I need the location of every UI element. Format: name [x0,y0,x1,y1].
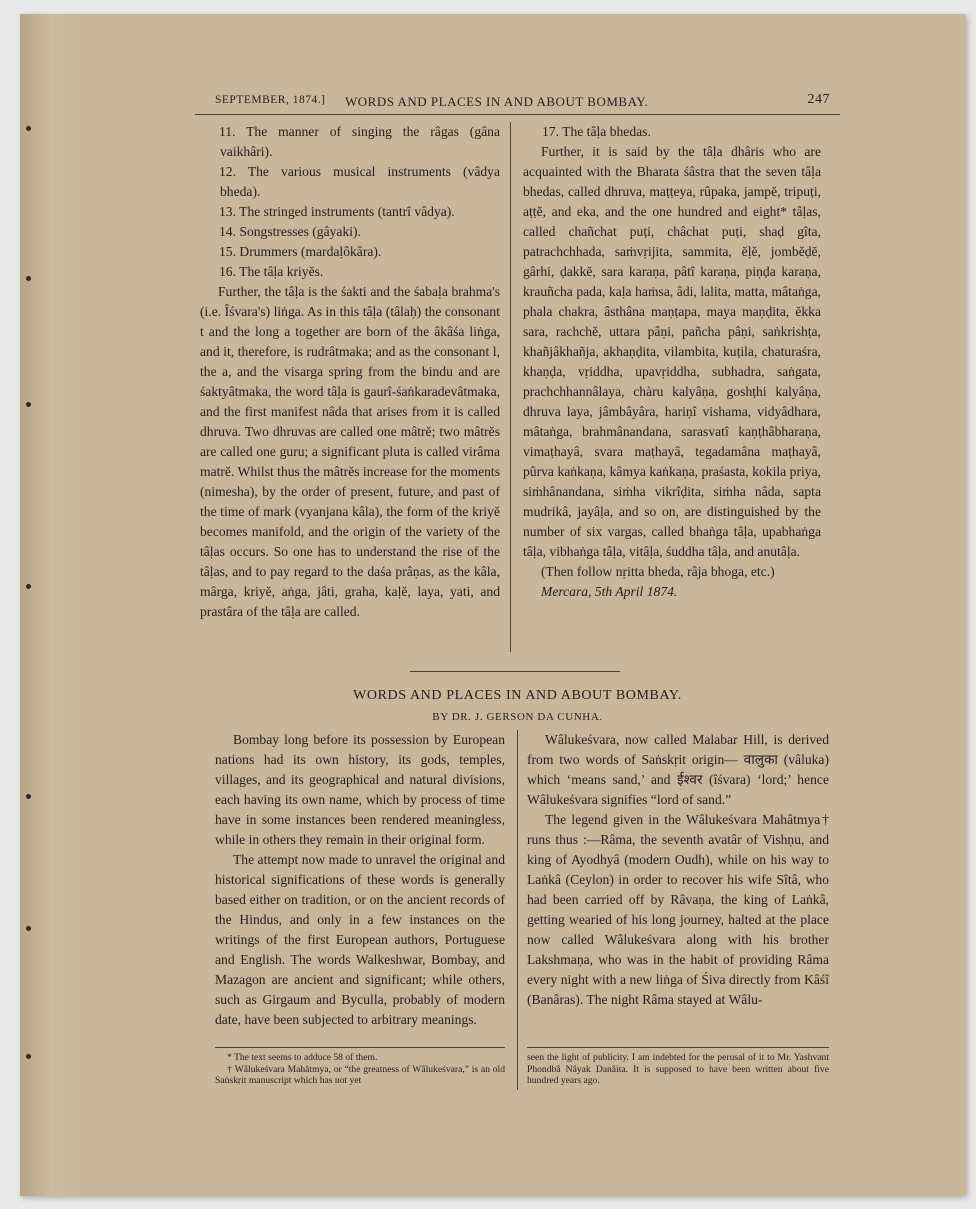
list-item: 17. The tâḷa bhedas. [542,124,651,139]
book-page [20,14,966,1196]
paragraph: Further, the tâḷa is the śakti and the śabaḷa brahma's (i.e. Îśvara's) liṅga. As in this tâḷa (tâlaḥ) the consonant t and the long a together are born of the âkâśa liṅga, and it, therefore, is rudrâtmaka; and as the consonant l, the a, and the visarga spring from the bindu and are śaktyâtmaka, the word tâḷa is gaurî-śaṅkaradevâtmaka, and the first manifest nâda that arises from it is called dhruva. Two dhruvas are called one mâtrĕ; two mâtrĕs are called one guru; a significant pluta is called virâma matrĕ. Whilst thus the mâtrĕs increase for the moments (nimesha), by the order of present, future, and past of the time of mark (vyanjana kâla), the form of the kriyĕ becomes manifold, and the origin of the variety of the tâḷas occurs. So one has to understand the rise of the tâḷas, and to pay regard to the daśa prâṇas, as the kâla, mârga, kriyĕ, aṅga, jâti, graha, kaḷĕ, laya, yati, and prastâra of the tâḷa are called. [200,284,500,619]
footnotes-right [527,1052,829,1087]
running-head [195,92,840,115]
bottom-columns [195,730,840,1042]
footnote: † Wâlukeśvara Mahâtmya, or “the greatness of Wâlukeśvara,” is an old Saṅskṛit manuscript which has not yet [215,1063,505,1086]
binding-hole [26,402,31,407]
list-item: 15. Drummers (mardaḷôkâra). [219,244,382,259]
footnotes-left [215,1052,505,1087]
top-right-column [523,122,821,602]
footnote-rule [527,1047,829,1048]
bottom-right-column [527,730,829,1010]
binding-hole [26,1054,31,1059]
list-item: 12. The various musical instruments (vâdya bheda). [219,164,500,199]
column-rule [510,122,511,652]
binding-hole [26,584,31,589]
footnote: seen the light of publicity. I am indebted for the perusal of it to Mr. Yashvant Phondbâ Nâyak Danâita. It is supposed to have been written about five hundred years ago. [527,1052,829,1086]
running-head-date: SEPTEMBER, 1874.] [215,94,326,106]
footnote: * The text seems to adduce 58 of them. [227,1052,378,1063]
list-item: 13. The stringed instruments (tantrî vâdya). [219,204,455,219]
list-item: 11. The manner of singing the râgas (gâna vaikhâri). [219,124,500,159]
binding-hole [26,794,31,799]
binding-hole [26,276,31,281]
footnote-rule [215,1047,505,1048]
article-title: WORDS AND PLACES IN AND ABOUT BOMBAY. [353,688,682,703]
paragraph: Further, it is said by the tâḷa dhâris who are acquainted with the Bharata śâstra that the seven tâḷa bhedas, called dhruva, maṭṭeya, rûpaka, jampĕ, tripuṭi, aṭṭĕ, and eka, and the one hundred and eight* tâḷas, called chañchat puṭi, châchat puṭi, shaḍ gîta, patrachchhada, saṁvṛijita, sammita, ĕḷĕ, jombĕḍĕ, gârhi, ḍakkĕ, sara karaṇa, pâtî karaṇa, piṇḍa karaṇa, krauñcha pada, kaḷa haṁsa, âdi, lalita, matta, mâtaṅga, phala chakra, âsthâna maṇṭapa, maya maṇḍita, ĕkka sara, rachchĕ, uttara pâṇi, pañcha pâṇi, saṅkrishṭa, khañjâkhañja, akhaṇḍita, vilambita, kuṭila, chaturaśra, khaṇḍa, vṛiddha, upavṛiddha, subhadra, saṅgata, prachchhannâlaya, chàru kalyâṇa, goshṭhi kalyâṇa, dhruva laya, jâmbâyâra, hariṇî vishama, vidyâdhara, mâtaṅga, brahmânandana, sarasvatî kaṇṭhâbharaṇa, vimaṭhayâ, svara maṭhayâ, tegadamâna maṭhayâ, pûrva kaṅkaṇa, kâmya kaṅkaṇa, praśasta, kokila priya, siṁhânandana, siṁha vikrîḍita, siṁha nâda, sapta mudrikâ, jayâḷa, and so on, are distinguished by the number of six vargas, called bhaṅga tâḷa, upabhaṅga tâḷa, vibhaṅga tâḷa, vitâḷa, śuddha tâḷa, and anutâḷa. [523,144,821,559]
section-separator [410,671,620,672]
binding-spine [20,14,78,1196]
column-rule [517,730,518,1090]
article-byline: BY DR. J. GERSON DA CUNHA. [432,711,603,723]
list-item: 16. The tâḷa kriyĕs. [219,264,324,279]
binding-hole [26,926,31,931]
running-head-title: WORDS AND PLACES IN AND ABOUT BOMBAY. [345,94,649,109]
paragraph: The attempt now made to unravel the original and historical significations of these words is generally based either on tradition, or on the ancient records of the Hindus, and only in a few instances on the writings of the first European authors, Portuguese and English. The words Walkeshwar, Bombay, and Mazagon are ancient and significant; while others, such as Girgaum and Byculla, probably of modern date, have been subjected to arbitrary meanings. [215,852,505,1027]
bottom-left-column [215,730,505,1030]
paragraph: The legend given in the Wâlukeśvara Mahâtmya† runs thus :—Râma, the seventh avatâr of Vishṇu, and king of Ayodhyâ (modern Oudh), while on his way to Laṅkâ (Ceylon) in order to recover his wife Sîtâ, who had been carried off by Râvaṇa, the king of Laṅkâ, getting wearied of his long journey, halted at the place now called Wâlukeśvara along with his brother Lakshmaṇa, who was in the habit of providing Râma every night with a new liṅga of Śiva directly from Kâśî (Banâras). The night Râma stayed at Wâlu- [527,812,829,1007]
paragraph: Bombay long before its possession by European nations had its own history, its gods, temples, villages, and its geographical and natural divisions, each having its own name, which by process of time have in some instances been rendered meaningless, while in others they remain in their original form. [215,732,505,847]
page-number: 247 [807,92,830,107]
list-item: 14. Songstresses (gâyaki). [219,224,361,239]
top-columns [195,122,840,652]
dateline: Mercara, 5th April 1874. [541,584,678,599]
closing-note: (Then follow nṛitta bheda, râja bhoga, etc.) [541,564,775,579]
binding-hole [26,126,31,131]
page-content [195,92,840,1102]
paragraph: Wâlukeśvara, now called Malabar Hill, is derived from two words of Saṅskṛit origin— वालुका (vâluka) which ‘means sand,’ and ईश्वर (îśvara) ‘lord;’ hence Wâlukeśvara signifies “lord of sand.” [527,732,829,807]
top-left-column [200,122,500,622]
